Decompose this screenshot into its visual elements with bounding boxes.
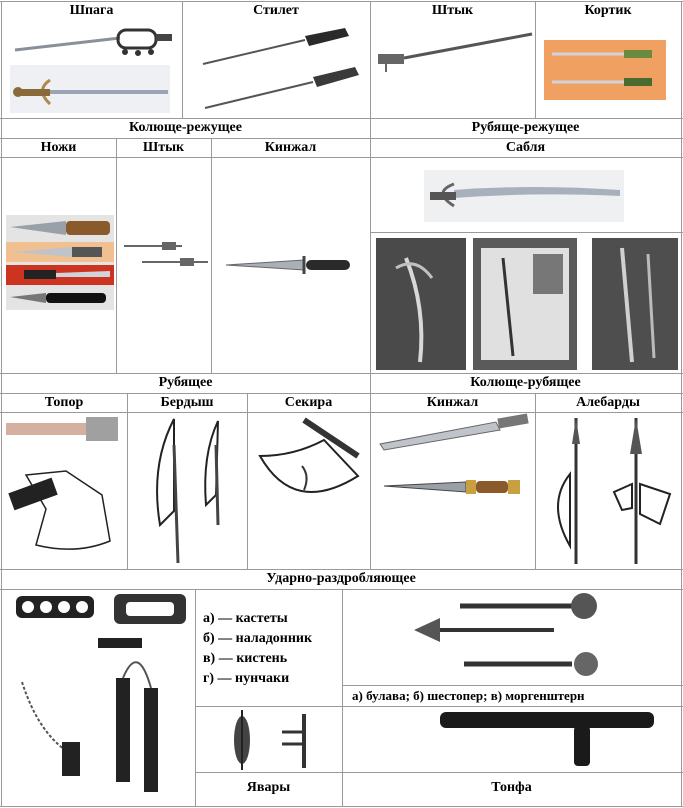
sabre-photo-3 (592, 238, 678, 370)
halberds-illustration (540, 414, 678, 566)
header-kinzhal-low: Кинжал (426, 395, 479, 410)
grid-line (0, 118, 683, 119)
sabre-photo (424, 170, 624, 222)
header-sablya: Сабля (505, 140, 546, 155)
grid-line (342, 589, 343, 806)
header-shpaga: Шпага (69, 3, 114, 18)
dagger-illustration (222, 250, 362, 280)
grid-line (535, 393, 536, 569)
grid-line (370, 232, 683, 233)
header-tonfa: Тонфа (491, 780, 532, 795)
axe-illustration (6, 415, 124, 565)
header-kolyusche-rezhuschee: Колюще-режущее (129, 120, 242, 135)
grid-line (195, 589, 196, 806)
grid-line (195, 706, 683, 707)
grid-line (0, 806, 683, 807)
header-stilet: Стилет (253, 3, 299, 18)
battle-axe-illustration (254, 416, 366, 520)
header-kinzhal: Кинжал (264, 140, 317, 155)
sabre-photo-1 (376, 238, 466, 370)
grid-line (116, 138, 117, 373)
maces-illustration (404, 592, 616, 684)
bayonet-mid-illustration (122, 238, 210, 268)
legend-knuckles-list (203, 609, 312, 689)
grid-line (0, 393, 683, 394)
header-shtyk: Штык (431, 3, 474, 18)
grid-line (0, 157, 683, 158)
grid-line (0, 138, 683, 139)
header-nozhi: Ножи (40, 140, 77, 155)
header-alebardy: Алебарды (576, 395, 640, 410)
dirk-photo (544, 40, 666, 100)
legend-item: г) — нунчаки (203, 671, 290, 686)
sabre-photo-2 (473, 238, 577, 370)
legend-maces: а) булава; б) шестопер; в) моргенштерн (352, 688, 585, 703)
header-topor: Топор (44, 395, 84, 410)
knuckles-flails-illustration (8, 592, 192, 804)
tonfa-illustration (426, 708, 666, 772)
legend-item: а) — кастеты (203, 611, 288, 626)
header-kortik: Кортик (584, 3, 632, 18)
header-sekira: Секира (284, 395, 333, 410)
grid-line (0, 569, 683, 570)
yawara-illustration (222, 708, 322, 772)
header-shtyk-mid: Штык (142, 140, 185, 155)
grid-line (370, 118, 371, 373)
dagger-low-illustration (376, 414, 532, 504)
header-kolyusche-rubyaschee: Колюще-рубящее (470, 375, 581, 390)
poleaxe-berdysh-illustration (130, 415, 245, 565)
legend-item: б) — наладонник (203, 631, 313, 646)
knives-photo (6, 215, 114, 310)
grid-line (0, 1, 683, 2)
grid-line (211, 138, 212, 373)
bayonet-illustration (376, 26, 532, 76)
header-udarno-drobyaschee: Ударно-раздробляющее (266, 571, 416, 586)
header-rubyaschee: Рубящее (158, 375, 213, 390)
grid-line (0, 373, 683, 374)
rapier-illustration (10, 20, 178, 115)
header-rubyasche-rezhuschee: Рубяще-режущее (471, 120, 580, 135)
grid-line (0, 412, 683, 413)
header-berdysh: Бердыш (160, 395, 214, 410)
stiletto-illustration (195, 22, 365, 114)
header-yavary: Явары (246, 780, 291, 795)
legend-item: в) — кистень (203, 651, 288, 666)
grid-line (195, 772, 683, 773)
grid-line (127, 393, 128, 569)
grid-line (247, 393, 248, 569)
grid-line (681, 1, 682, 806)
